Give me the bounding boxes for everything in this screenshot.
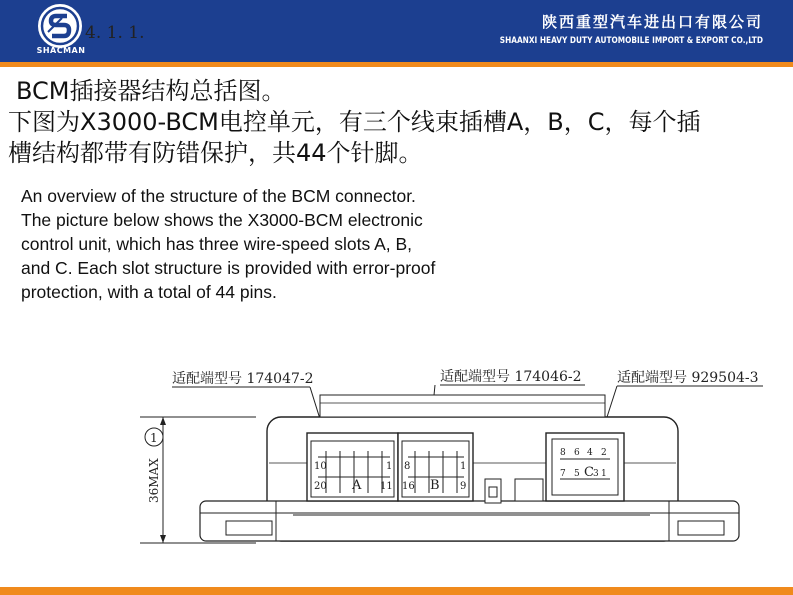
section-number: 4. 1. 1. bbox=[85, 23, 145, 43]
cn-line: BCM插接器结构总括图。 bbox=[16, 77, 286, 105]
slot-b-pin-1: 1 bbox=[460, 461, 467, 472]
slot-c-pin-3: 3 bbox=[593, 469, 599, 479]
slot-c-pin-7: 7 bbox=[560, 469, 566, 479]
cn-line: 下图为X3000-BCM电控单元，有三个线束插槽A，B，C，每个插 bbox=[8, 108, 701, 136]
connector-b-label: 适配端型号 174046-2 bbox=[440, 369, 582, 385]
slot-c-pin-6: 6 bbox=[574, 448, 580, 458]
connector-c-label: 适配端型号 929504-3 bbox=[617, 370, 759, 386]
connector-a-label: 适配端型号 174047-2 bbox=[172, 371, 314, 387]
slot-b-pin-9: 9 bbox=[460, 481, 467, 492]
slot-c-pin-1: 1 bbox=[601, 469, 607, 479]
cn-line: 槽结构都带有防错保护，共44个针脚。 bbox=[8, 139, 423, 167]
bcm-connector-drawing bbox=[130, 355, 780, 555]
header-accent-stripe bbox=[0, 62, 793, 67]
slot-a-pin-10: 10 bbox=[314, 461, 327, 472]
slot-c-letter: C bbox=[584, 465, 594, 480]
en-line: An overview of the structure of the BCM connector. bbox=[21, 186, 416, 206]
shacman-logo bbox=[38, 4, 82, 48]
en-line: and C. Each slot structure is provided with error-proof bbox=[21, 258, 436, 278]
en-line: The picture below shows the X3000-BCM electronic bbox=[21, 210, 423, 230]
english-description bbox=[21, 184, 541, 304]
footer-accent-bar bbox=[0, 587, 793, 595]
slot-a-pin-1: 1 bbox=[386, 461, 393, 472]
company-name-cn: 陕西重型汽车进出口有限公司 bbox=[541, 13, 763, 31]
logo-wordmark: SHACMAN bbox=[36, 46, 86, 55]
height-dimension-label: 36MAX bbox=[147, 458, 161, 503]
slot-a-pin-20: 20 bbox=[314, 481, 327, 492]
slot-c-pin-8: 8 bbox=[560, 448, 566, 458]
company-name-en: SHAANXI HEAVY DUTY AUTOMOBILE IMPORT & EXPORT CO.,LTD bbox=[499, 36, 763, 46]
slot-c-pin-2: 2 bbox=[601, 448, 607, 458]
slot-b-pin-16: 16 bbox=[402, 481, 415, 492]
slot-a-letter: A bbox=[352, 478, 362, 493]
slot-c-pin-4: 4 bbox=[587, 448, 593, 458]
slot-a-pin-11: 11 bbox=[380, 481, 393, 492]
en-line: protection, with a total of 44 pins. bbox=[21, 282, 277, 302]
chinese-description bbox=[8, 76, 778, 169]
slot-b-letter: B bbox=[430, 478, 440, 493]
callout-number: 1 bbox=[150, 431, 158, 445]
en-line: control unit, which has three wire-speed slots A, B, bbox=[21, 234, 413, 254]
slot-c-pin-5: 5 bbox=[574, 469, 580, 479]
shacman-s-icon bbox=[40, 6, 80, 46]
slot-b-pin-8: 8 bbox=[404, 461, 411, 472]
